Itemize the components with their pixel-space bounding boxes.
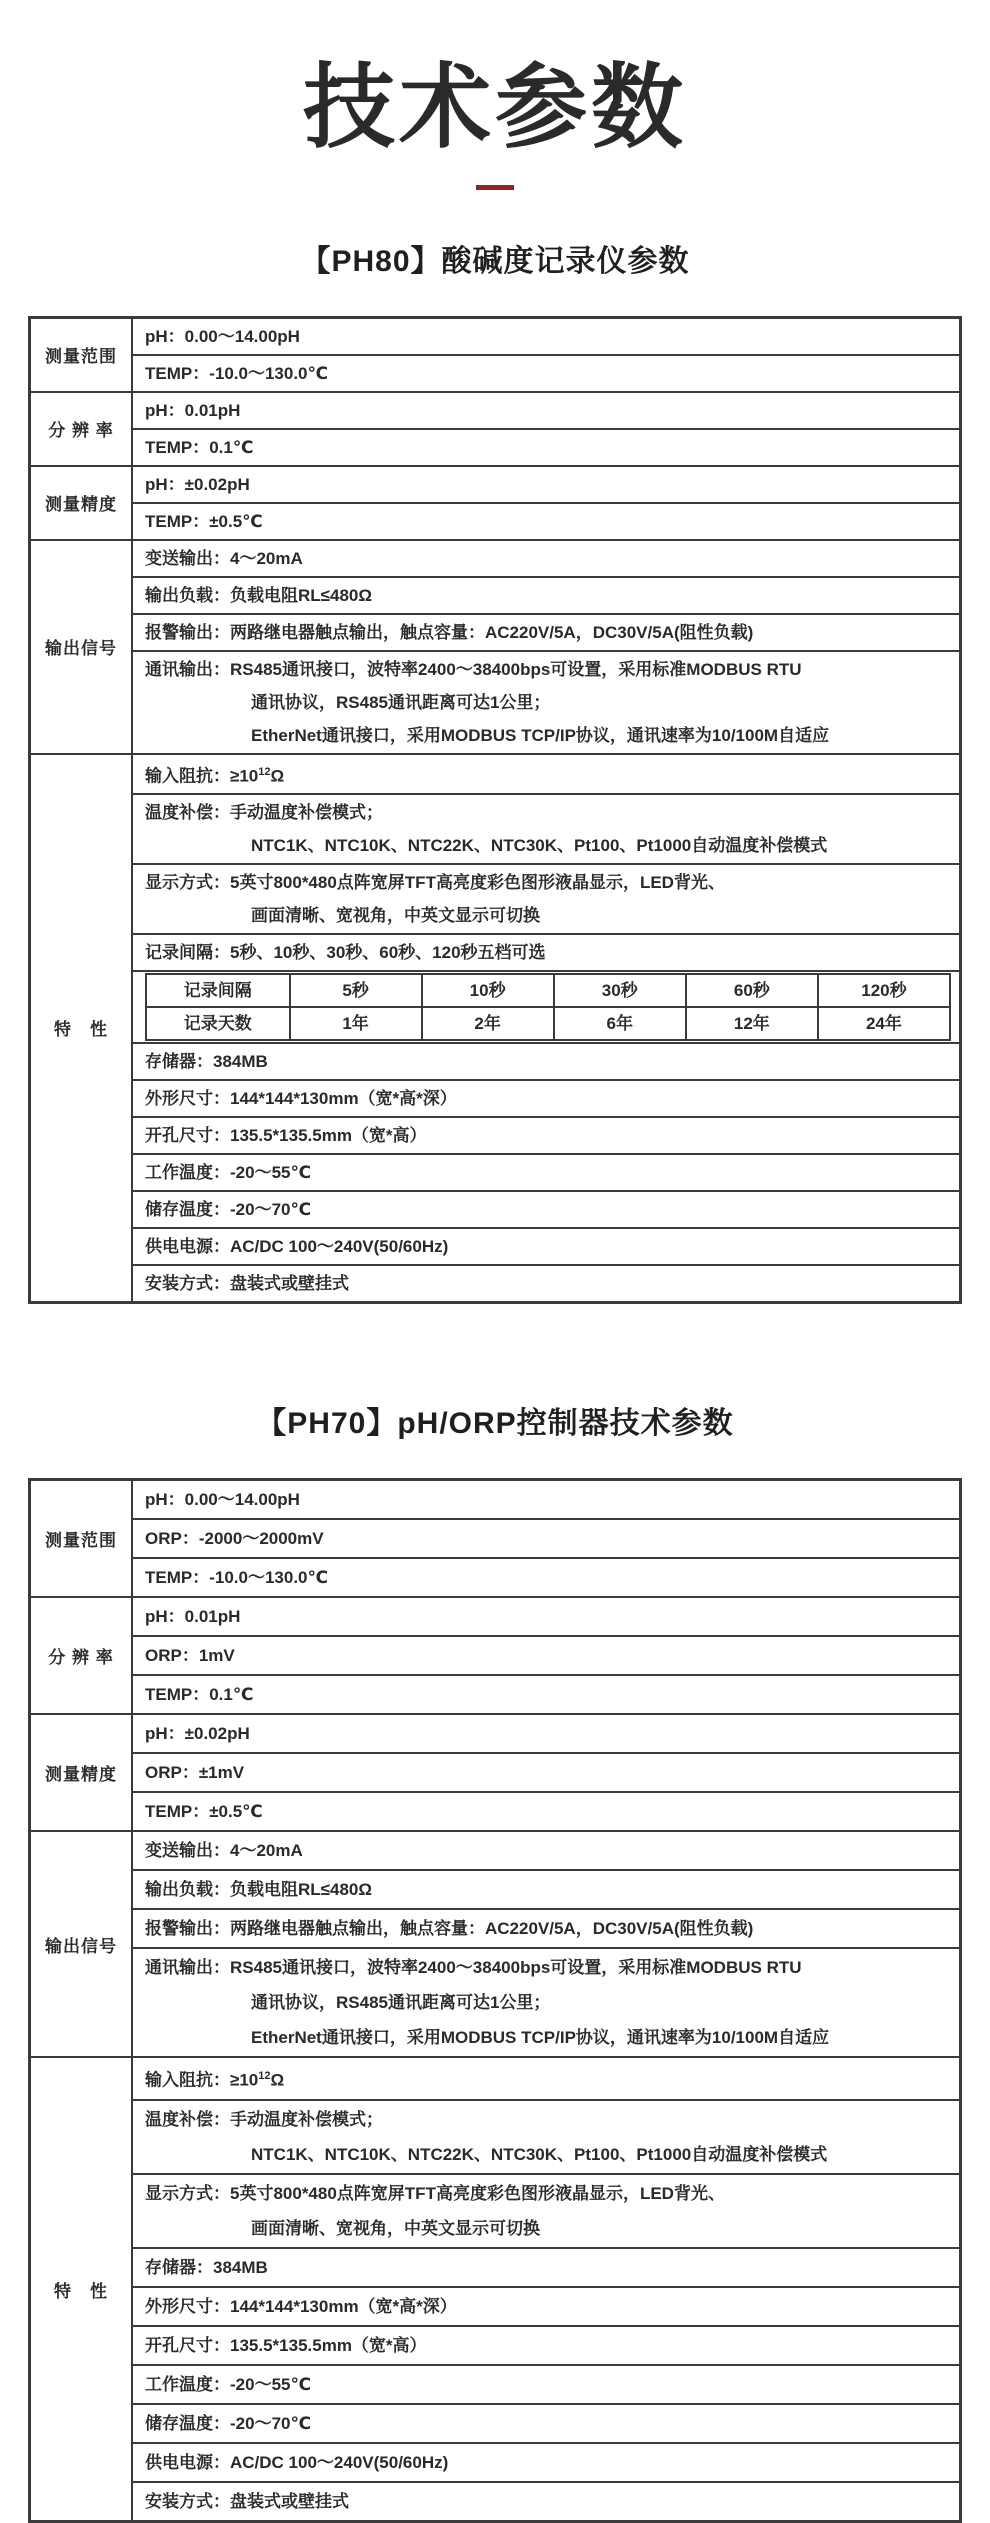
spec-line: NTC1K、NTC10K、NTC22K、NTC30K、Pt100、Pt1000自动温度补偿模式 [251,836,828,856]
label-features: 特 性 [30,2057,133,2521]
spec-line: 温度补偿：手动温度补偿模式； [145,2109,383,2129]
spec-line: 变送输出：4～20mA [145,1841,303,1861]
spec-value [132,355,961,392]
spec-value [132,1909,961,1948]
spec-value [132,1636,961,1675]
spec-line: pH：0.00～14.00pH [145,326,300,346]
spec-line: TEMP：0.1℃ [145,1685,254,1705]
spec-line: 开孔尺寸：135.5*135.5mm（宽*高） [145,1126,427,1146]
spec-line: 输出负载：负载电阻RL≤480Ω [145,585,372,605]
spec-line: TEMP：±0.5℃ [145,1802,263,1822]
record-cell: 记录天数 [146,1007,290,1040]
spec-line [145,756,951,793]
spec-value [132,1597,961,1636]
spec-line: 输出负载：负载电阻RL≤480Ω [145,1880,372,1900]
spec-value [132,754,961,795]
spec-value [132,2287,961,2326]
spec-line: 外形尺寸：144*144*130mm（宽*高*深） [145,1089,457,1109]
spec-value [132,1265,961,1303]
spec-value [132,2057,961,2100]
label-accuracy: 测量精度 [30,466,133,540]
spec-line: 通讯协议，RS485通讯距离可达1公里； [251,1993,551,2013]
ph80-spec-table [28,316,962,1305]
spec-value [132,614,961,651]
impedance-prefix: 输入阻抗：≥10 [145,2070,259,2090]
spec-value [132,794,961,864]
spec-line [145,2059,951,2098]
label-accuracy: 测量精度 [30,1714,133,1831]
record-cell: 30秒 [554,974,686,1007]
spec-line: 供电电源：AC/DC 100～240V(50/60Hz) [145,1237,449,1257]
spec-value [132,1080,961,1117]
spec-value [132,1870,961,1909]
spec-line: pH：0.00～14.00pH [145,1490,300,1510]
spec-line: ORP：-2000～2000mV [145,1529,324,1549]
spec-line: 显示方式：5英寸800*480点阵宽屏TFT高亮度彩色图形液晶显示，LED背光、 [145,873,725,893]
spec-line: 温度补偿：手动温度补偿模式； [145,803,383,823]
spec-line: ORP：±1mV [145,1763,245,1783]
label-resolution: 分 辨 率 [30,1597,133,1714]
spec-value [132,1792,961,1831]
spec-value [132,1519,961,1558]
spec-value [132,1228,961,1265]
spec-line: EtherNet通讯接口，采用MODBUS TCP/IP协议，通讯速率为10/100M自适应 [251,725,830,745]
spec-line: 安装方式：盘装式或壁挂式 [145,2491,349,2511]
label-output-signal: 输出信号 [30,1831,133,2057]
record-cell: 1年 [290,1007,422,1040]
spec-line: 储存温度：-20～70℃ [145,2413,312,2433]
spec-value [132,429,961,466]
spec-value [132,2174,961,2248]
impedance-prefix: 输入阻抗：≥10 [145,766,259,786]
label-measure-range: 测量范围 [30,1480,133,1598]
record-cell: 12年 [686,1007,818,1040]
spec-value [132,1753,961,1792]
spec-line: 工作温度：-20～55℃ [145,2374,312,2394]
record-cell: 10秒 [422,974,554,1007]
spec-value [132,1558,961,1597]
spec-line: 存储器：384MB [145,1052,268,1072]
spec-value [132,1154,961,1191]
spec-line: 通讯输出：RS485通讯接口，波特率2400～38400bps可设置，采用标准MODBUS RTU [145,1958,802,1978]
spec-line: 储存温度：-20～70℃ [145,1200,312,1220]
spec-line: 工作温度：-20～55℃ [145,1163,312,1183]
record-cell: 120秒 [818,974,950,1007]
label-measure-range: 测量范围 [30,317,133,392]
record-table-cell [132,971,961,1043]
spec-value [132,577,961,614]
spec-value [132,2326,961,2365]
spec-line: 开孔尺寸：135.5*135.5mm（宽*高） [145,2335,427,2355]
spec-value [132,2482,961,2522]
spec-line: 存储器：384MB [145,2257,268,2277]
spec-line: pH：±0.02pH [145,474,250,494]
spec-value [132,392,961,429]
impedance-exponent: 12 [258,2070,271,2083]
record-cell: 5秒 [290,974,422,1007]
spec-value [132,2248,961,2287]
spec-line: 供电电源：AC/DC 100～240V(50/60Hz) [145,2452,449,2472]
impedance-suffix: Ω [270,2070,285,2090]
label-resolution: 分 辨 率 [30,392,133,466]
spec-value [132,317,961,355]
spec-line: 画面清晰、宽视角，中英文显示可切换 [251,906,540,926]
spec-value [132,1948,961,2057]
record-cell: 2年 [422,1007,554,1040]
spec-line: pH：0.01pH [145,400,241,420]
spec-value [132,1043,961,1080]
spec-value [132,934,961,971]
spec-value [132,466,961,503]
spec-value [132,2443,961,2482]
spec-line: 变送输出：4～20mA [145,548,303,568]
spec-value [132,1675,961,1714]
spec-line: 外形尺寸：144*144*130mm（宽*高*深） [145,2296,457,2316]
spec-value [132,1714,961,1753]
spec-value [132,2404,961,2443]
spec-value [132,2100,961,2174]
spec-value [132,540,961,577]
spec-value [132,1480,961,1520]
accent-divider [476,185,514,190]
ph70-section-title: 【PH70】pH/ORP控制器技术参数 [256,1407,734,1441]
impedance-suffix: Ω [270,766,285,786]
spec-value [132,651,961,754]
spec-line: ORP：1mV [145,1646,235,1666]
spec-line: EtherNet通讯接口，采用MODBUS TCP/IP协议，通讯速率为10/100M自适应 [251,2028,830,2048]
record-interval-table [145,973,951,1041]
record-cell: 60秒 [686,974,818,1007]
spec-line: 通讯输出：RS485通讯接口，波特率2400～38400bps可设置，采用标准MODBUS RTU [145,659,802,679]
spec-value [132,1191,961,1228]
ph70-spec-table [28,1478,962,2523]
spec-line: 显示方式：5英寸800*480点阵宽屏TFT高亮度彩色图形液晶显示，LED背光、 [145,2183,725,2203]
record-cell: 24年 [818,1007,950,1040]
spec-line: NTC1K、NTC10K、NTC22K、NTC30K、Pt100、Pt1000自动温度补偿模式 [251,2144,828,2164]
spec-line: TEMP：±0.5℃ [145,511,263,531]
spec-value [132,1831,961,1870]
spec-line: TEMP：0.1℃ [145,437,254,457]
page-title: 技术参数 [302,57,687,159]
ph80-section-title: 【PH80】酸碱度记录仪参数 [300,244,690,278]
spec-line: 记录间隔：5秒、10秒、30秒、60秒、120秒五档可选 [145,943,546,963]
record-cell: 记录间隔 [146,974,290,1007]
spec-value [132,503,961,540]
impedance-exponent: 12 [258,765,271,778]
spec-line: 报警输出：两路继电器触点输出，触点容量：AC220V/5A，DC30V/5A(阻性负载) [145,1919,754,1939]
spec-value [132,2365,961,2404]
spec-line: TEMP：-10.0～130.0℃ [145,1568,329,1588]
spec-value [132,1117,961,1154]
label-output-signal: 输出信号 [30,540,133,754]
spec-line: 画面清晰、宽视角，中英文显示可切换 [251,2218,540,2238]
label-features: 特 性 [30,754,133,1303]
spec-value [132,864,961,934]
spec-line: 报警输出：两路继电器触点输出，触点容量：AC220V/5A，DC30V/5A(阻性负载) [145,622,754,642]
spec-line: TEMP：-10.0～130.0℃ [145,363,329,383]
record-cell: 6年 [554,1007,686,1040]
spec-line: pH：0.01pH [145,1607,241,1627]
spec-line: 通讯协议，RS485通讯距离可达1公里； [251,692,551,712]
spec-line: pH：±0.02pH [145,1724,250,1744]
spec-line: 安装方式：盘装式或壁挂式 [145,1274,349,1294]
